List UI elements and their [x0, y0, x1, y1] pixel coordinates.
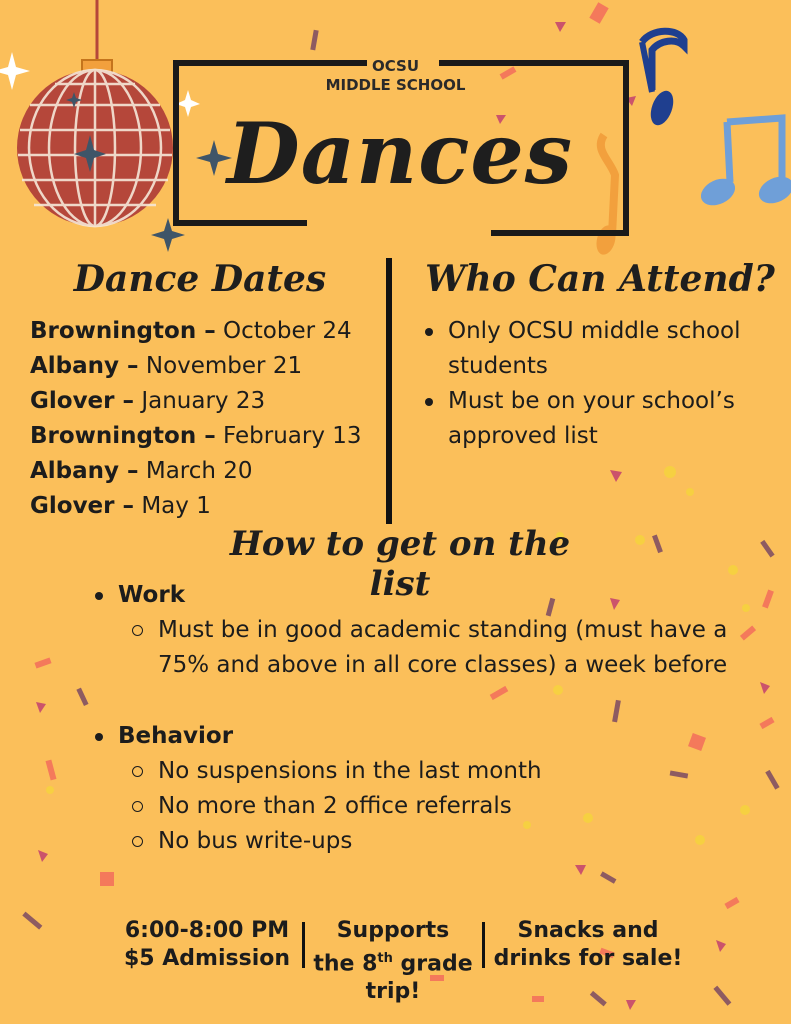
who-can-attend-heading: Who Can Attend? — [425, 258, 775, 300]
time-admission: 6:00-8:00 PM $5 Admission — [123, 918, 291, 971]
list-item: No bus write-ups — [114, 824, 738, 859]
school-name: OCSU MIDDLE SCHOOL — [325, 57, 466, 94]
who-can-attend-list — [418, 314, 778, 454]
trip-support: Supports the 8th grade trip! — [313, 918, 473, 1005]
list-item: Only OCSU middle school students — [418, 314, 778, 384]
list-item: Glover – May 1 — [30, 493, 211, 519]
list-criteria-heading: How to get on the list — [229, 524, 571, 604]
criteria-group-behavior: Behavior — [88, 719, 738, 754]
dance-dates-heading: Dance Dates — [73, 258, 327, 300]
footer-divider — [302, 922, 305, 968]
dance-dates-list — [30, 314, 362, 524]
list-criteria — [88, 578, 738, 859]
list-item: No suspensions in the last month — [114, 754, 738, 789]
double-music-note-icon — [697, 118, 791, 210]
list-item: Must be on your school’s approved list — [418, 384, 778, 454]
list-item: Glover – January 23 — [30, 388, 266, 414]
list-item: Brownington – February 13 — [30, 423, 362, 449]
list-item: Brownington – October 24 — [30, 318, 352, 344]
criteria-group-work: Work — [88, 578, 738, 613]
list-item: Must be in good academic standing (must have a 75% and above in all core classes) a week before — [114, 613, 738, 683]
footer-divider — [482, 922, 485, 968]
list-item: Albany – March 20 — [30, 458, 253, 484]
column-divider — [386, 258, 392, 524]
event-details-footer — [0, 917, 791, 1007]
list-item: No more than 2 office referrals — [114, 789, 738, 824]
snacks-info: Snacks and drinks for sale! — [493, 918, 683, 971]
page-title: Dances — [226, 104, 574, 203]
list-item: Albany – November 21 — [30, 353, 303, 379]
disco-ball-icon — [17, 0, 173, 226]
